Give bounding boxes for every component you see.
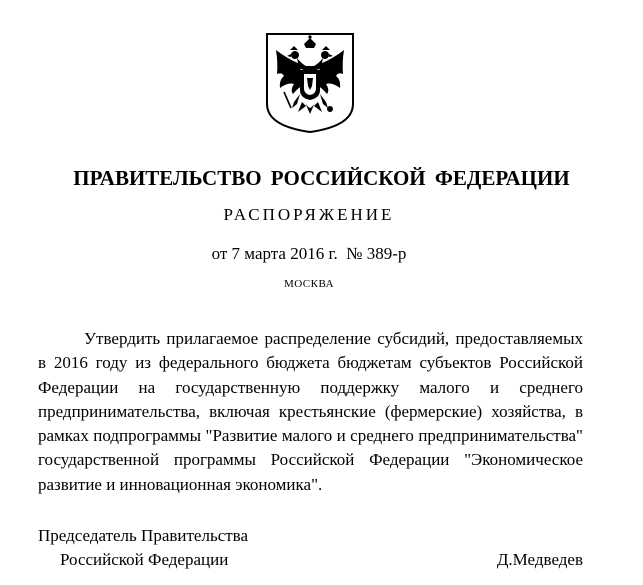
government-title: ПРАВИТЕЛЬСТВО РОССИЙСКОЙ ФЕДЕРАЦИИ: [73, 166, 570, 190]
signatory-name: Д.Медведев: [496, 550, 583, 569]
document-type: РАСПОРЯЖЕНИЕ: [223, 205, 395, 224]
city-name: МОСКВА: [283, 278, 335, 290]
signatory-position-line1: Председатель Правительства: [38, 526, 249, 545]
russian-coat-of-arms-icon: [264, 32, 356, 134]
signatory-position-line2: Российской Федерации: [60, 550, 229, 569]
document-date-number: от 7 марта 2016 г. № 389-р: [211, 244, 407, 263]
signatory-position: [38, 524, 248, 572]
order-body-paragraph: Утвердить прилагаемое распределение субсидий, предоставляемых в 2016 году из федерального бюджета бюджетам субъектов Российской Федерации на государственную поддержку малого и среднего предпринимательства, включая крестьянские (фермерские) хозяйства, в рамках подпрограммы "Развитие малого и среднего предпринимательства" государственной программы Российской Федерации "Экономическое развитие и инновационная экономика".: [38, 329, 583, 494]
